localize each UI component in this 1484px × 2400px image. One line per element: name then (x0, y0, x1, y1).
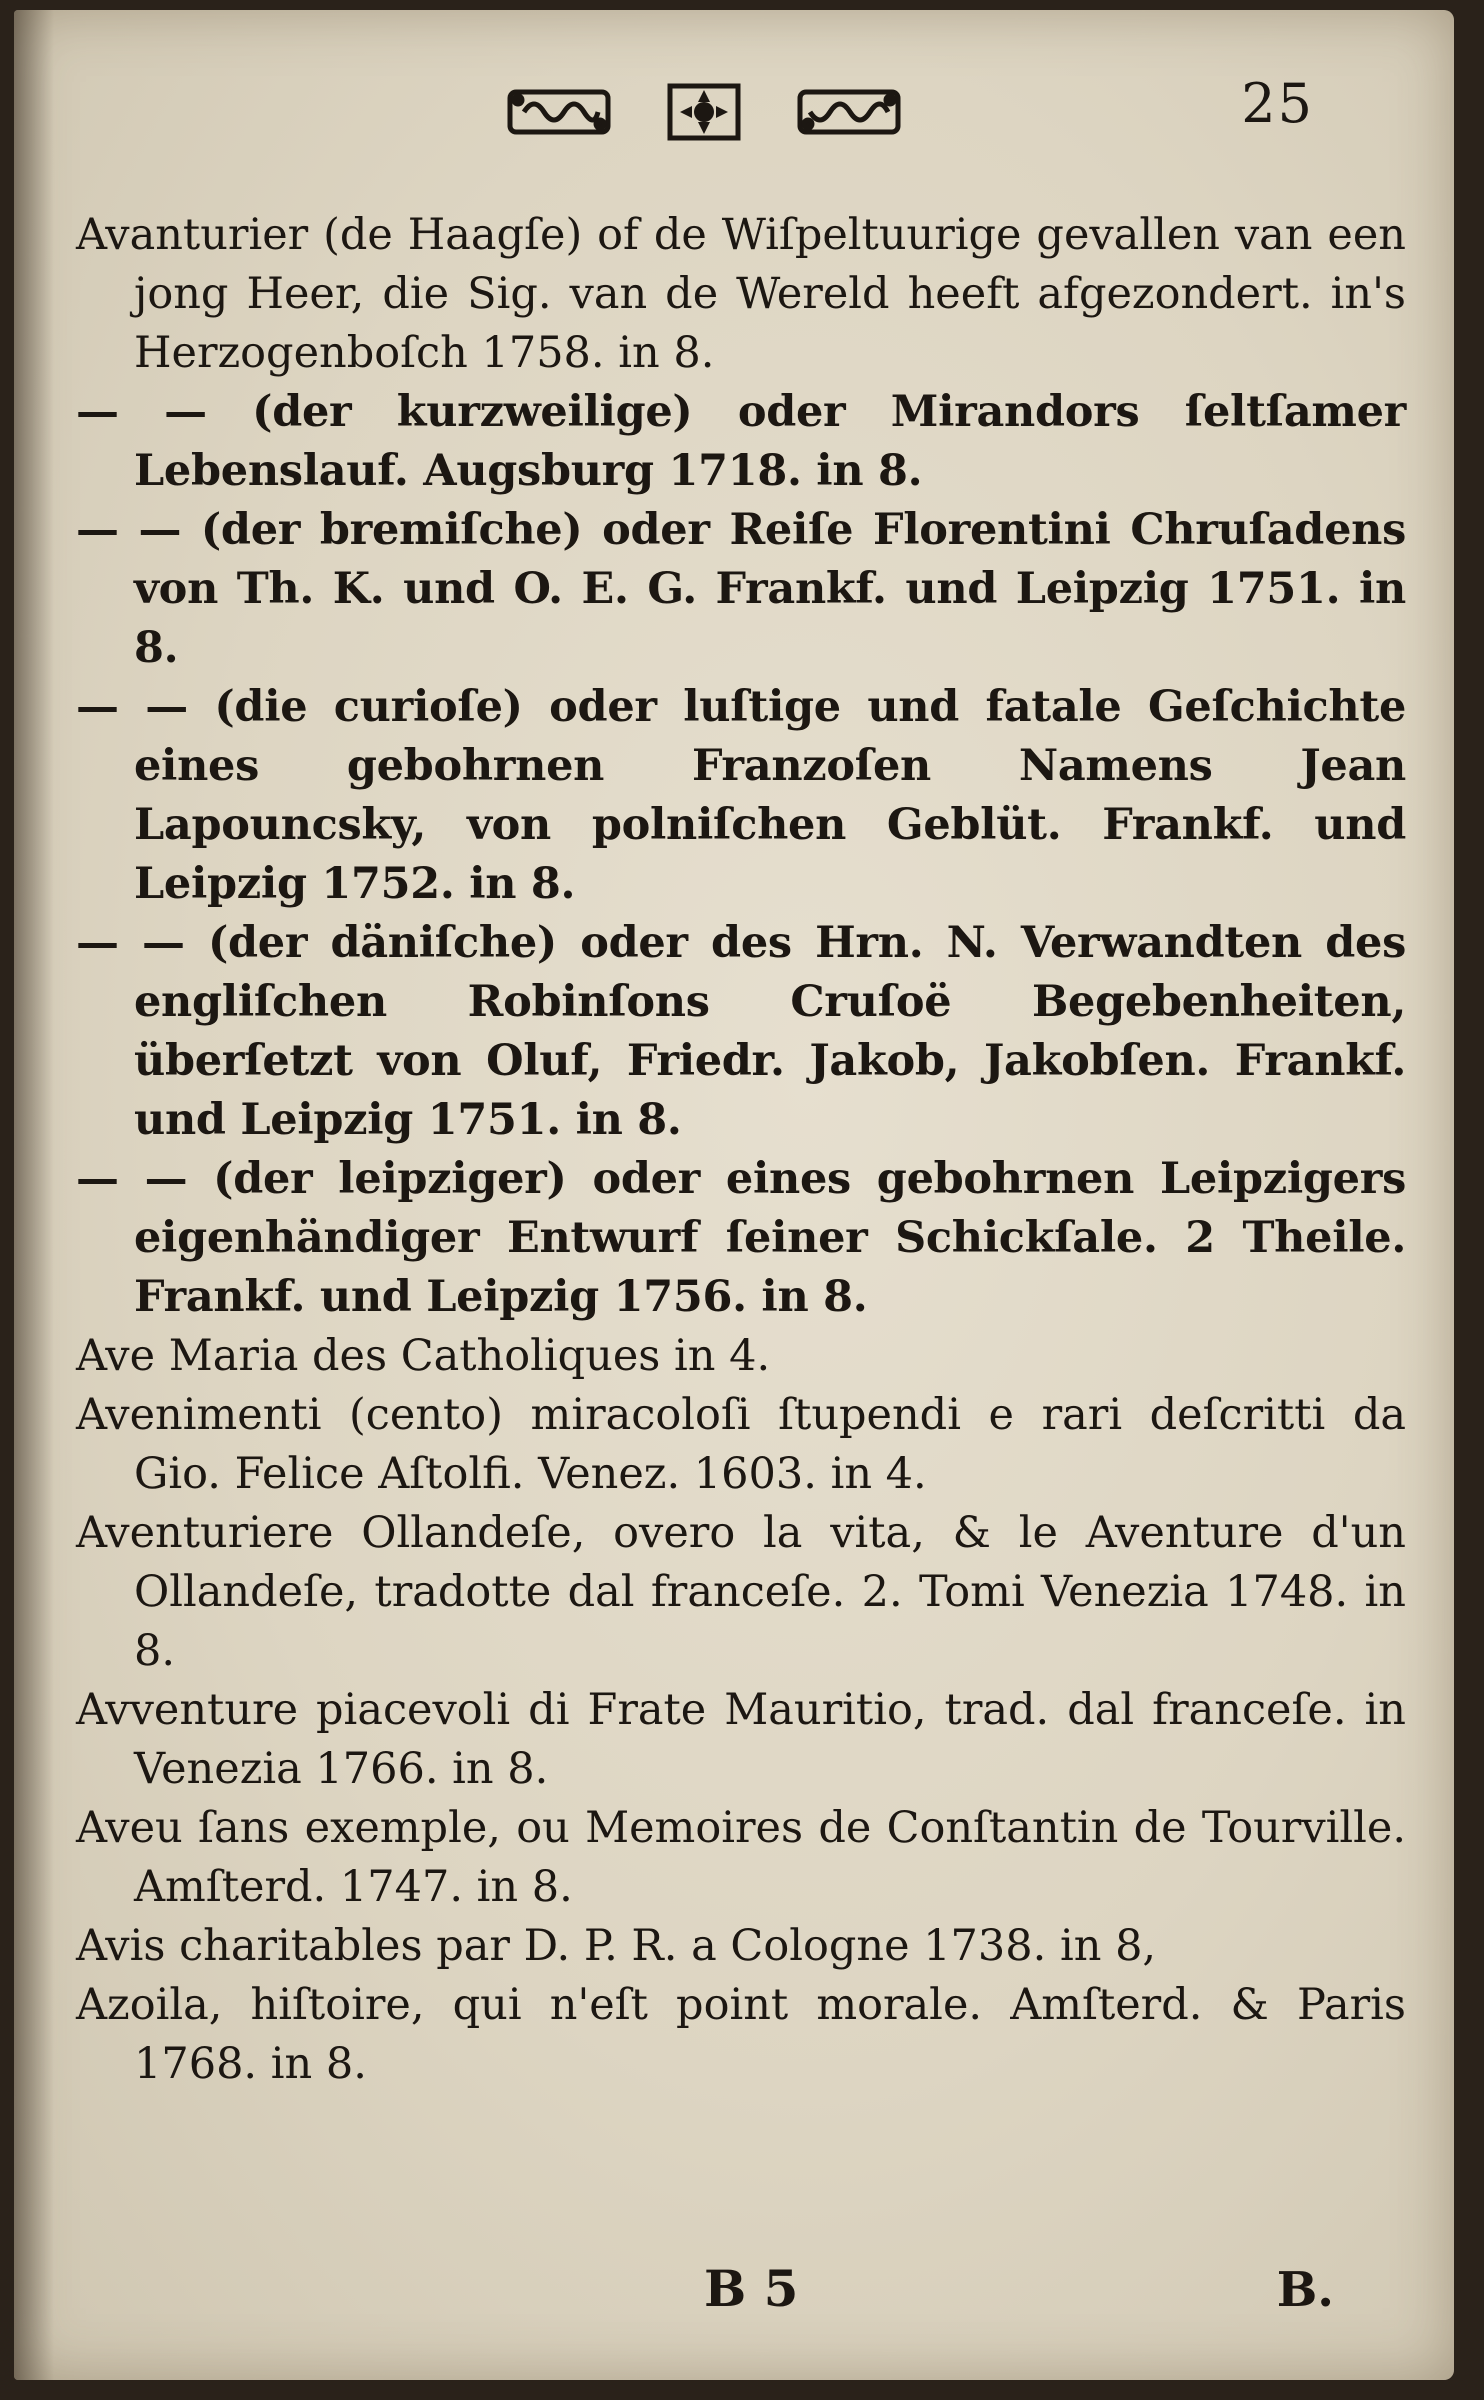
entry-kurzweilige: — — (der kurzweilige) oder Mirandors ſeltſamer Lebenslauf. Augsburg 1718. in 8. (76, 387, 1406, 496)
entry-daenische: — — (der däniſche) oder des Hrn. N. Verwandten des engliſchen Robinſons Cruſoë Begebenheiten, überſetzt von Oluf, Friedr. Jakob, Jakobſen. Frankf. und Leipzig 1751. in 8. (76, 918, 1406, 1145)
entry-ave-maria: Ave Maria des Catholiques in 4. (76, 1331, 771, 1381)
header-ornament (504, 80, 904, 144)
page-number: 25 (1241, 72, 1314, 135)
entry-avventure-piacevoli: Avventure piacevoli di Frate Mauritio, trad. dal franceſe. in Venezia 1766. in 8. (76, 1685, 1406, 1794)
bibliography-entries (76, 206, 1406, 2094)
entry-aventuriere-ollandese: Aventuriere Ollandeſe, overo la vita, & le Aventure d'un Ollandeſe, tradotte dal franceſe. 2. Tomi Venezia 1748. in 8. (76, 1508, 1406, 1676)
entry-curiose: — — (die curioſe) oder luſtige und fatale Geſchichte eines gebohrnen Franzoſen Namens Jean Lapouncsky, von polniſchen Geblüt. Frankf. und Leipzig 1752. in 8. (76, 682, 1406, 909)
signature-mark: B 5 (704, 2259, 799, 2318)
entry-leipziger: — — (der leipziger) oder eines gebohrnen Leipzigers eigenhändiger Entwurf ſeiner Schickſale. 2 Theile. Frankf. und Leipzig 1756. in 8. (76, 1154, 1406, 1322)
entry-avenimenti: Avenimenti (cento) miracoloſi ſtupendi e rari deſcritti da Gio. Felice Aſtolfi. Venez. 1603. in 4. (76, 1390, 1406, 1499)
entry-avanturier-haagse: Avanturier (de Haagſe) of de Wiſpeltuurige gevallen van een jong Heer, die Sig. van de Wereld heeft afgezondert. in's Herzogenboſch 1758. in 8. (76, 210, 1406, 378)
ornament-center-icon (662, 80, 746, 144)
book-page (14, 10, 1454, 2380)
ornament-right-icon (794, 84, 904, 140)
catchword: B. (1276, 2262, 1334, 2318)
entry-bremische: — — (der bremiſche) oder Reiſe Florentini Chruſadens von Th. K. und O. E. G. Frankf. und Leipzig 1751. in 8. (76, 505, 1406, 673)
entry-azoila: Azoila, hiſtoire, qui n'eſt point morale. Amſterd. & Paris 1768. in 8. (76, 1980, 1406, 2089)
entry-avis-charitables: Avis charitables par D. P. R. a Cologne 1738. in 8, (76, 1921, 1157, 1971)
ornament-left-icon (504, 84, 614, 140)
spine-shadow (14, 10, 54, 2380)
entry-aveu-sans-exemple: Aveu ſans exemple, ou Memoires de Conſtantin de Tourville. Amſterd. 1747. in 8. (76, 1803, 1406, 1912)
